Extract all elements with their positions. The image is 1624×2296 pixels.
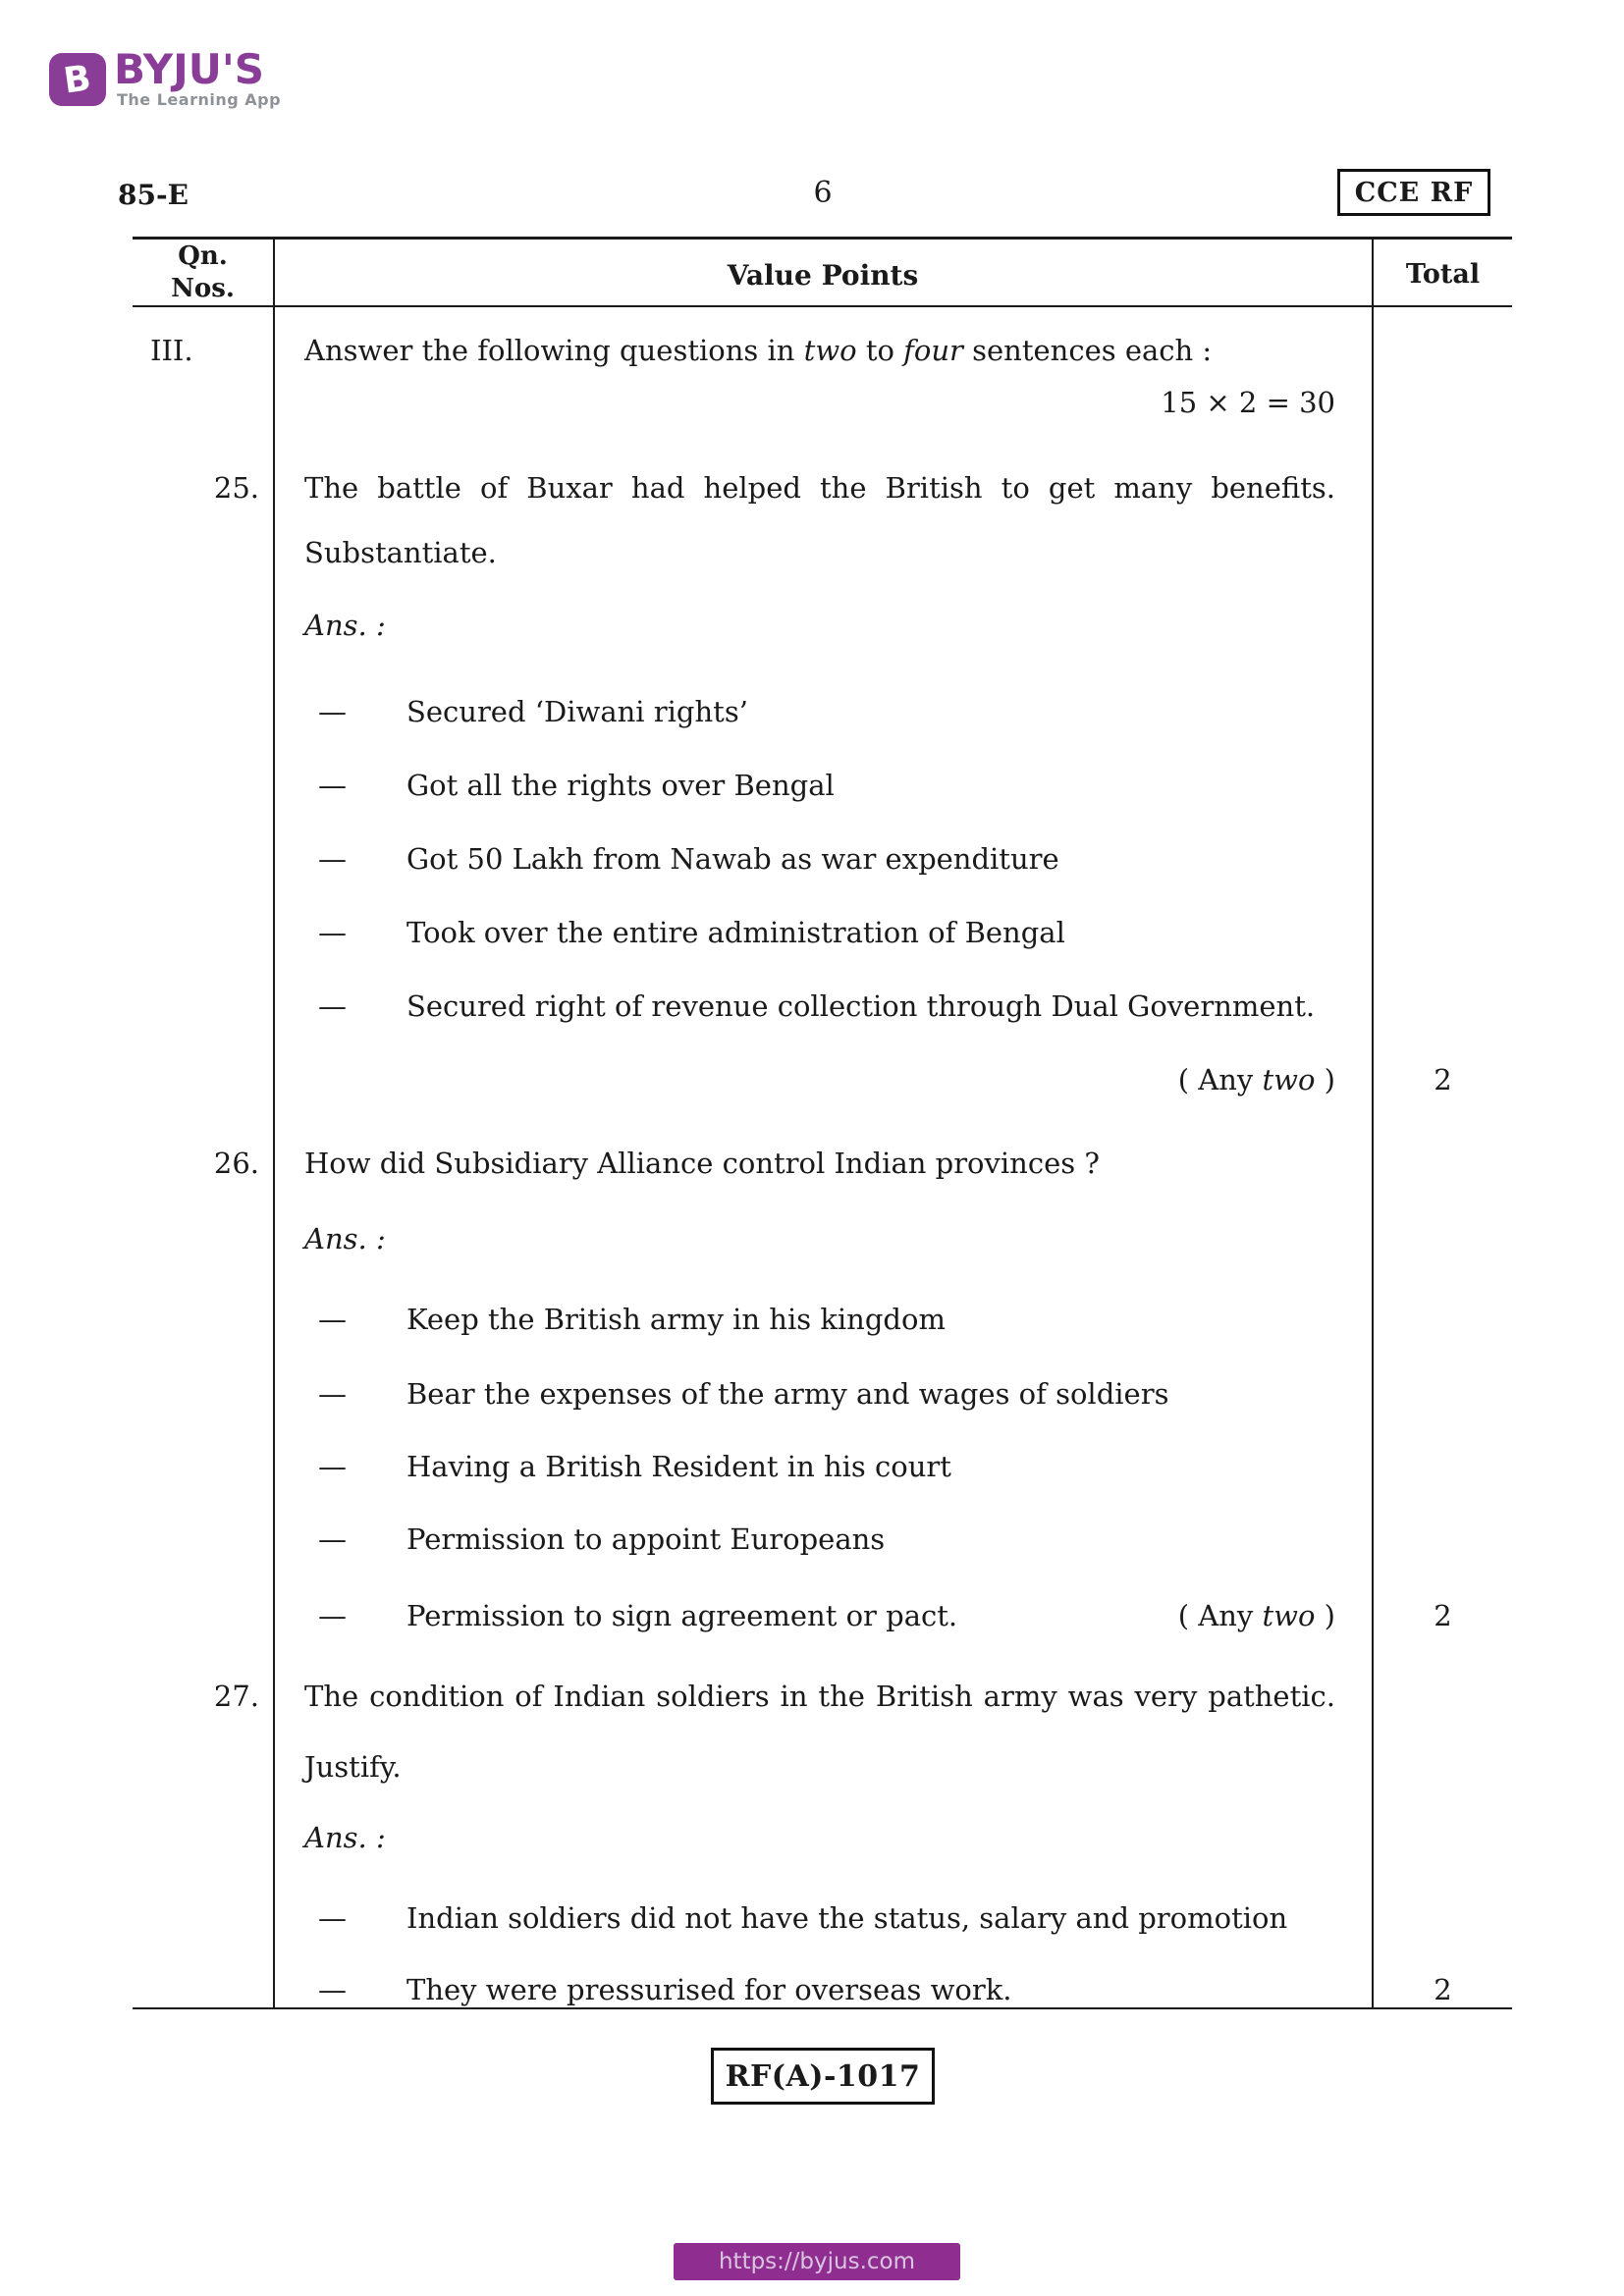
byjus-watermark-banner[interactable] bbox=[674, 2243, 960, 2280]
bullet-text: Permission to sign agreement or pact. bbox=[406, 1599, 958, 1632]
bullet-text: Secured right of revenue collection through Dual Government. bbox=[406, 989, 1316, 1023]
bullet-text: Permission to appoint Europeans bbox=[406, 1522, 886, 1556]
bullet-text: They were pressurised for overseas work. bbox=[406, 1973, 1012, 2006]
question-number-27: 27. bbox=[213, 1680, 259, 1713]
bullet-text: Bear the expenses of the army and wages of soldiers bbox=[406, 1377, 1169, 1411]
intro-two: two bbox=[803, 334, 857, 367]
qn-nos-header bbox=[133, 240, 273, 305]
bullet-text: Got all the rights over Bengal bbox=[406, 769, 835, 802]
value-points-header: Value Points bbox=[727, 259, 919, 292]
dash-icon: — bbox=[318, 769, 347, 802]
bullet-row bbox=[304, 1520, 1335, 1559]
question-26: How did Subsidiary Alliance control Indian provinces ? bbox=[304, 1147, 1100, 1180]
bullet-row bbox=[304, 1970, 1335, 2009]
bullet-text: Having a British Resident in his court bbox=[406, 1450, 951, 1483]
bullet-row bbox=[304, 839, 1335, 879]
dash-icon: — bbox=[318, 1303, 347, 1336]
dash-icon: — bbox=[318, 1377, 347, 1411]
intro-four: four bbox=[903, 334, 963, 367]
question-number-25: 25. bbox=[213, 471, 259, 505]
question-25-line2: Substantiate. bbox=[304, 536, 497, 569]
dash-icon: — bbox=[318, 695, 347, 728]
any-pre: ( Any bbox=[1177, 1063, 1263, 1096]
dash-icon: — bbox=[318, 1973, 347, 2006]
cce-rf-badge: CCE RF bbox=[1337, 169, 1490, 216]
watermark-link[interactable]: https://byjus.com bbox=[718, 2249, 916, 2274]
bullet-row bbox=[304, 1447, 1335, 1486]
dash-icon: — bbox=[318, 916, 347, 949]
footer-code-box: RF(A)-1017 bbox=[711, 2048, 935, 2105]
question-number-26: 26. bbox=[213, 1147, 259, 1180]
ans-label-25: Ans. : bbox=[304, 609, 386, 642]
dash-icon: — bbox=[318, 1901, 347, 1935]
bullet-text: Indian soldiers did not have the status, salary and promotion bbox=[406, 1901, 1288, 1935]
qn-header-line1: Qn. bbox=[178, 241, 228, 271]
intro-mid: to bbox=[856, 334, 904, 367]
table-divider-qn bbox=[273, 237, 275, 2009]
total-header: Total bbox=[1405, 259, 1481, 290]
ans-label-27: Ans. : bbox=[304, 1821, 386, 1854]
any-two-italic: two bbox=[1262, 1063, 1316, 1096]
bullet-row bbox=[304, 1898, 1335, 1938]
section-number: III. bbox=[150, 334, 193, 367]
question-27-line2: Justify. bbox=[304, 1750, 402, 1784]
table-header-rule bbox=[133, 305, 1512, 307]
total-marks-27: 2 bbox=[1434, 1973, 1452, 2006]
marks-formula: 15 × 2 = 30 bbox=[1161, 386, 1335, 419]
bullet-row bbox=[304, 913, 1335, 952]
question-25-line1: The battle of Buxar had helped the British to get many benefits. bbox=[304, 471, 1335, 505]
logo-b-icon: B bbox=[61, 57, 94, 102]
brand-tagline: The Learning App bbox=[117, 90, 282, 109]
bullet-text: Secured ‘Diwani rights’ bbox=[406, 695, 748, 728]
dash-icon: — bbox=[318, 1599, 347, 1632]
bullet-row bbox=[304, 987, 1335, 1026]
any-two-italic: two bbox=[1262, 1599, 1316, 1632]
any-pre: ( Any bbox=[1177, 1599, 1263, 1632]
dash-icon: — bbox=[318, 1522, 347, 1556]
bullet-text: Got 50 Lakh from Nawab as war expenditure bbox=[406, 842, 1059, 876]
table-top-rule bbox=[133, 237, 1512, 240]
ans-label-26: Ans. : bbox=[304, 1222, 386, 1255]
qn-header-line2: Nos. bbox=[171, 274, 235, 303]
bullet-text: Keep the British army in his kingdom bbox=[406, 1303, 946, 1336]
table-divider-total bbox=[1372, 237, 1374, 2009]
any-post: ) bbox=[1315, 1063, 1335, 1096]
dash-icon: — bbox=[318, 1450, 347, 1483]
page-number: 6 bbox=[813, 176, 833, 210]
section-intro bbox=[304, 331, 1335, 370]
brand-name: BYJU'S bbox=[114, 45, 264, 93]
bullet-row bbox=[304, 1374, 1335, 1414]
bullet-text: Took over the entire administration of Bengal bbox=[406, 916, 1065, 949]
byjus-logo-icon bbox=[49, 53, 106, 106]
intro-pre: Answer the following questions in bbox=[304, 334, 804, 367]
dash-icon: — bbox=[318, 842, 347, 876]
any-post: ) bbox=[1315, 1599, 1335, 1632]
bullet-row bbox=[304, 692, 1335, 731]
total-marks-25: 2 bbox=[1434, 1063, 1452, 1096]
total-marks-26: 2 bbox=[1434, 1599, 1452, 1632]
bullet-row bbox=[304, 1300, 1335, 1339]
any-two-note bbox=[1178, 1596, 1335, 1635]
bullet-row bbox=[304, 1596, 1335, 1635]
any-two-note bbox=[304, 1060, 1335, 1099]
intro-post: sentences each : bbox=[962, 334, 1213, 367]
exam-code: 85-E bbox=[118, 179, 189, 211]
bullet-row bbox=[304, 766, 1335, 805]
question-27-line1: The condition of Indian soldiers in the British army was very pathetic. bbox=[304, 1680, 1335, 1713]
dash-icon: — bbox=[318, 989, 347, 1023]
